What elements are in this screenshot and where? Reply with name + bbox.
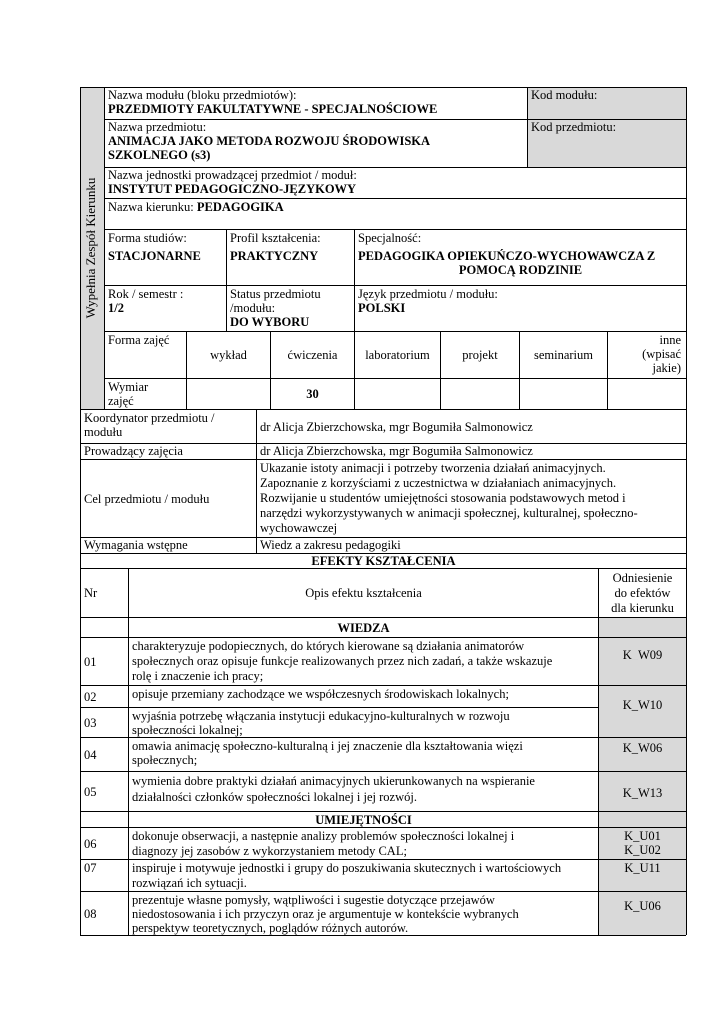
effect-line: wymienia dobre praktyki działań animacyjnych ukierunkowanych na wspieranie	[132, 774, 535, 788]
effect-nr: 04	[84, 747, 97, 762]
study-form-cell	[105, 230, 225, 285]
subject-name-cell	[105, 119, 525, 167]
effect-line: omawia animację społeczno-kulturalną i jej znaczenie dla kształtowania więzi	[132, 739, 523, 753]
module-name-value: PRZEDMIOTY FAKULTATYWNE - SPECJALNOŚCIOWE	[108, 102, 438, 116]
module-name-cell	[105, 87, 525, 119]
year-label: Rok / semestr :	[108, 287, 184, 301]
specialty-label: Specjalność:	[358, 231, 422, 245]
language-value: POLSKI	[358, 301, 406, 315]
status-label-1: Status przedmiotu	[230, 287, 321, 301]
effect-desc	[129, 738, 598, 771]
col-desc: Opis efektu kształcenia	[305, 586, 422, 600]
coordinator-label-line2: modułu	[84, 425, 123, 439]
effect-nr: 07	[84, 861, 97, 875]
effect-line: rolę i znaczenie ich pracy;	[132, 669, 264, 683]
effect-line: charakteryzuje podopiecznych, do których kierowane są działania animatorów	[132, 639, 525, 653]
effects-title: EFEKTY KSZTAŁCENIA	[311, 554, 456, 568]
subject-name-line2: SZKOLNEGO (s3)	[108, 148, 211, 162]
profile-cell	[227, 230, 353, 285]
profile-label: Profil kształcenia:	[230, 231, 321, 245]
class-type-project: projekt	[462, 348, 498, 362]
ref-u02: K_U02	[624, 843, 661, 857]
effect-line: społecznych;	[132, 753, 198, 767]
goal-text	[257, 460, 686, 537]
effect-line: społecznych oraz opisuje funkcje realizowanych przez nich zadań, a także wskazuje	[132, 654, 553, 668]
effect-desc	[129, 708, 598, 737]
other-line3: jakie)	[652, 361, 681, 375]
goal-label: Cel przedmiotu / modułu	[84, 491, 210, 506]
other-line1: inne	[659, 333, 681, 347]
effect-desc	[129, 828, 598, 859]
effect-desc	[129, 638, 598, 685]
profile-value: PRAKTYCZNY	[230, 249, 319, 263]
study-form-value: STACJONARNE	[108, 249, 201, 263]
effect-line: prezentuje własne pomysły, wątpliwości i sugestie dotyczące przejawów	[132, 893, 495, 907]
status-cell	[227, 286, 353, 331]
class-type-lab: laboratorium	[365, 348, 430, 362]
hours-exercises: 30	[306, 387, 319, 401]
effect-nr: 06	[84, 836, 97, 851]
skills-header: UMIEJĘTNOŚCI	[315, 812, 412, 827]
effect-line: rozwiązań ich sytuacji.	[132, 876, 247, 890]
year-cell	[105, 286, 225, 331]
coordinator-label-text	[81, 410, 256, 443]
effect-line: wyjaśnia potrzebę włączania instytucji edukacyjno-kulturalnych w rozwoju	[132, 709, 510, 723]
effect-nr: 02	[84, 689, 97, 704]
effect-line: niedostosowania i ich przyczyn oraz je argumentuje w kontekście wybranych	[132, 907, 519, 921]
class-form-label: Forma zajęć	[108, 333, 170, 347]
ref-w13: K_W13	[622, 786, 663, 800]
subject-name-line1: ANIMACJA JAKO METODA ROZWOJU ŚRODOWISKA	[108, 134, 431, 148]
language-cell	[355, 286, 686, 331]
skills-ref-bg	[598, 811, 686, 827]
ref-w10: K_W10	[622, 698, 663, 712]
unit-label: Nazwa jednostki prowadzącej przedmiot / moduł:	[108, 168, 357, 182]
field-label: Nazwa kierunku:	[108, 200, 194, 214]
field-value: PEDAGOGIKA	[196, 200, 284, 214]
col-ref	[599, 569, 686, 617]
status-value: DO WYBORU	[230, 315, 310, 329]
effect-nr: 08	[84, 906, 97, 921]
wiedza-ref-bg	[598, 617, 686, 637]
hours-label-1: Wymiar	[108, 380, 149, 394]
module-code-label: Kod modułu:	[531, 88, 598, 102]
subject-name-label: Nazwa przedmiotu:	[108, 120, 207, 134]
effect-nr: 03	[84, 715, 97, 730]
effect-line: opisuje przemiany zachodzące we współczesnych środowiskach lokalnych;	[132, 687, 509, 701]
effect-line: działalności członków społeczności lokalnej i jej rozwój.	[132, 790, 417, 804]
goal-line: Zapoznanie z korzyściami z uczestnictwa w działaniach animacyjnych.	[260, 476, 617, 490]
specialty-line2: POMOCĄ RODZINIE	[458, 263, 583, 277]
field-cell	[105, 199, 685, 229]
effect-line: perspektyw teoretycznych, poglądów różnych autorów.	[132, 921, 409, 935]
ref-u01: K_U01	[624, 829, 661, 843]
class-type-other	[608, 332, 686, 378]
effect-line: inspiruje i motywuje jednostki i grupy do poszukiwania skutecznych i wartościowych	[132, 861, 562, 875]
col-ref-3: dla kierunku	[611, 601, 674, 615]
study-form-label: Forma studiów:	[108, 231, 187, 245]
goal-line: Ukazanie istoty animacji i potrzeby tworzenia działań animacyjnych.	[260, 461, 606, 475]
year-value: 1/2	[108, 301, 124, 315]
effect-line: diagnozy jej zasobów z wykorzystaniem metody CAL;	[132, 844, 407, 858]
effect-line: społeczności lokalnej;	[132, 723, 243, 737]
unit-cell	[105, 167, 685, 198]
hours-label-2: zajęć	[108, 394, 134, 408]
teacher-label: Prowadzący zajęcia	[84, 444, 183, 458]
class-type-seminar: seminarium	[533, 348, 593, 362]
requirements-value: Wiedz a zakresu pedagogiki	[260, 538, 401, 552]
language-label: Język przedmiotu / modułu:	[358, 287, 498, 301]
ref-w06: K_W06	[622, 741, 663, 755]
teacher-value: dr Alicja Zbierzchowska, mgr Bogumiła Salmonowicz	[260, 444, 533, 458]
goal-line: narzędzi wykorzystywanych w animacji społecznej, kulturalnej, społeczno-	[260, 506, 638, 520]
class-type-lecture: wykład	[210, 348, 247, 362]
status-label-2: /modułu:	[230, 301, 276, 315]
ref-u11: K_U11	[624, 861, 661, 875]
module-name-label: Nazwa modułu (bloku przedmiotów):	[108, 88, 297, 102]
effect-desc	[129, 772, 598, 811]
effect-desc	[129, 860, 598, 891]
ref-u06: K_U06	[624, 899, 661, 913]
col-nr: Nr	[84, 586, 98, 600]
goal-line: Rozwijanie u studentów umiejętności stosowania podstawowych metod i	[260, 491, 626, 505]
col-ref-1: Odniesienie	[612, 571, 673, 585]
effect-nr: 05	[84, 784, 97, 799]
class-type-exercises: ćwiczenia	[287, 348, 338, 362]
sidebar-label: Wypełnia Zespół Kierunku	[83, 177, 98, 319]
unit-value: INSTYTUT PEDAGOGICZNO-JĘZYKOWY	[108, 182, 357, 196]
hours-label	[105, 379, 186, 409]
effect-desc	[129, 892, 598, 935]
coordinator-label-line1: Koordynator przedmiotu /	[84, 411, 215, 425]
requirements-label: Wymagania wstępne	[84, 538, 188, 552]
specialty-line1: PEDAGOGIKA OPIEKUŃCZO-WYCHOWAWCZA Z	[358, 249, 656, 263]
subject-code-label: Kod przedmiotu:	[531, 120, 617, 134]
specialty-cell	[355, 230, 686, 285]
effect-nr: 01	[84, 654, 97, 669]
effect-line: dokonuje obserwacji, a następnie analizy problemów społeczności lokalnej i	[132, 829, 515, 843]
col-ref-2: do efektów	[614, 586, 671, 600]
knowledge-header: WIEDZA	[337, 620, 390, 635]
ref-w09: K_W09	[622, 648, 663, 660]
ref-06	[599, 828, 686, 859]
other-line2: (wpisać	[642, 347, 681, 361]
goal-line: wychowawczej	[260, 521, 338, 535]
coordinator-value: dr Alicja Zbierzchowska, mgr Bogumiła Salmonowicz	[260, 419, 533, 434]
effect-desc	[129, 686, 598, 707]
